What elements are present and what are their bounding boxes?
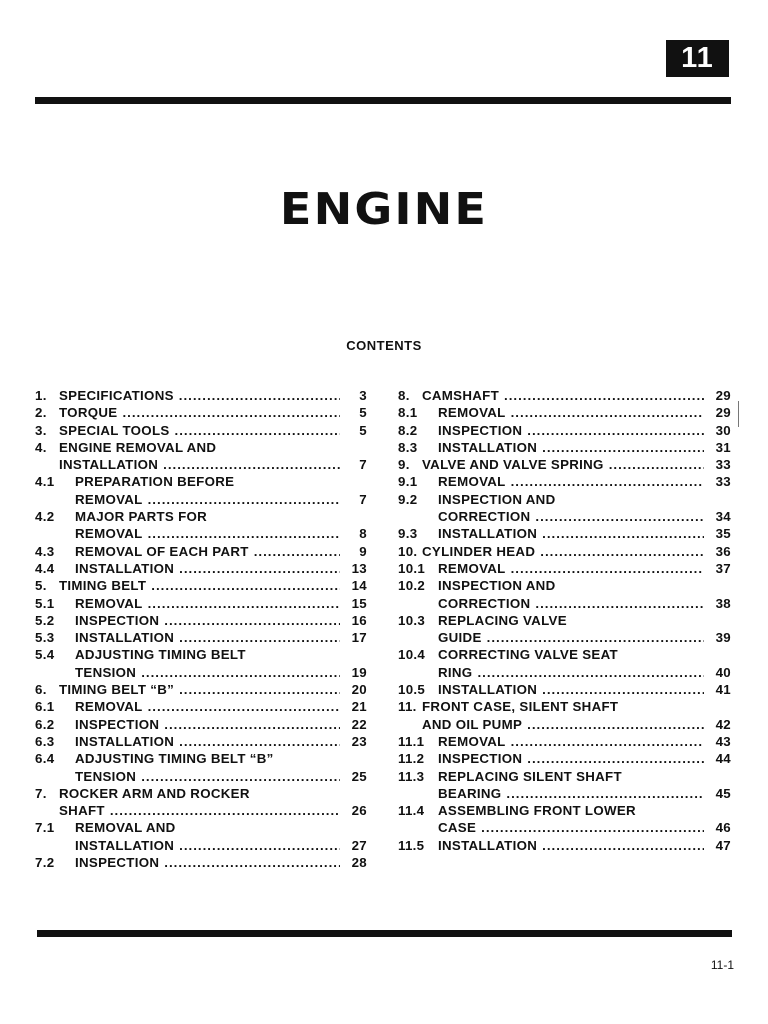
toc-entry-number: 11.3 xyxy=(398,768,425,784)
toc-leader-dots xyxy=(179,560,340,577)
toc-entry[interactable] xyxy=(35,854,367,871)
toc-entry-number: 5. xyxy=(35,578,47,594)
toc-entry-number xyxy=(35,837,75,854)
toc-entry-page: 14 xyxy=(351,578,367,594)
toc-entry-number: 10.2 xyxy=(398,578,426,594)
toc-entry[interactable] xyxy=(35,595,367,612)
toc-entry[interactable] xyxy=(35,837,367,854)
toc-entry[interactable] xyxy=(398,733,731,750)
toc-entry-title: INSPECTION AND xyxy=(438,578,556,594)
toc-entry-number: 9.3 xyxy=(398,526,418,542)
toc-leader-dots xyxy=(504,387,704,404)
toc-entry[interactable] xyxy=(35,525,367,542)
top-rule xyxy=(35,97,731,104)
toc-leader-dots xyxy=(254,543,340,560)
toc-entry-page: 42 xyxy=(715,716,731,732)
toc-entry-title: SHAFT xyxy=(59,803,105,819)
toc-entry[interactable] xyxy=(35,802,367,819)
toc-entry-number: 8. xyxy=(398,388,410,403)
toc-entry-title: AND OIL PUMP xyxy=(422,716,523,732)
toc-leader-dots xyxy=(609,456,704,473)
toc-entry[interactable] xyxy=(35,456,367,473)
toc-entry-page: 38 xyxy=(715,595,731,611)
toc-entry-page: 26 xyxy=(351,803,367,819)
toc-entry-title: INSPECTION xyxy=(75,855,160,871)
toc-entry[interactable] xyxy=(35,473,367,490)
toc-leader-dots xyxy=(511,404,704,421)
toc-entry-number: 6.1 xyxy=(35,699,55,715)
toc-leader-dots xyxy=(141,664,340,681)
toc-leader-dots xyxy=(527,422,704,439)
toc-entry-page: 47 xyxy=(715,837,731,853)
toc-entry-number xyxy=(398,819,438,836)
toc-entry-number: 4.4 xyxy=(35,560,55,576)
toc-entry-number: 11.1 xyxy=(398,733,425,749)
toc-entry-title: CORRECTION xyxy=(438,509,531,525)
toc-entry[interactable] xyxy=(35,543,367,560)
toc-entry[interactable] xyxy=(35,646,367,663)
toc-entry[interactable] xyxy=(398,819,731,836)
toc-entry-title: TORQUE xyxy=(59,405,118,421)
toc-entry-number: 1. xyxy=(35,388,47,403)
toc-entry-number: 6.4 xyxy=(35,751,55,767)
toc-entry[interactable] xyxy=(35,819,367,836)
toc-entry-page: 28 xyxy=(351,855,367,871)
toc-entry[interactable] xyxy=(398,837,731,854)
toc-entry-number xyxy=(35,525,75,542)
toc-entry-title: INSPECTION xyxy=(438,422,523,438)
toc-entry[interactable] xyxy=(398,716,731,733)
toc-entry-title: RING xyxy=(438,664,473,680)
toc-leader-dots xyxy=(179,681,340,698)
toc-entry[interactable] xyxy=(35,560,367,577)
toc-entry[interactable] xyxy=(398,456,731,473)
toc-leader-dots xyxy=(110,802,340,819)
toc-leader-dots xyxy=(148,491,340,508)
toc-entry-number xyxy=(35,491,75,508)
toc-entry[interactable] xyxy=(398,525,731,542)
toc-leader-dots xyxy=(511,733,704,750)
chapter-tab: 11 xyxy=(666,40,729,77)
toc-entry-number: 6. xyxy=(35,682,47,698)
toc-entry-number: 7.2 xyxy=(35,855,55,871)
toc-entry-page: 30 xyxy=(715,422,731,438)
toc-entry-title: INSTALLATION xyxy=(75,837,175,853)
toc-entry[interactable] xyxy=(35,733,367,750)
toc-entry-page: 7 xyxy=(359,491,367,507)
toc-entry-number: 4.3 xyxy=(35,543,55,559)
toc-leader-dots xyxy=(506,785,704,802)
toc-entry[interactable] xyxy=(398,577,731,594)
toc-entry-page: 46 xyxy=(715,820,731,836)
toc-entry-number: 9. xyxy=(398,457,410,473)
toc-entry-title: INSPECTION AND xyxy=(438,491,556,507)
toc-entry-page: 29 xyxy=(715,388,731,403)
toc-entry[interactable] xyxy=(35,387,367,404)
toc-entry[interactable] xyxy=(35,612,367,629)
toc-entry-title: INSPECTION xyxy=(75,716,160,732)
toc-entry-page: 34 xyxy=(715,509,731,525)
toc-entry-page: 13 xyxy=(351,560,367,576)
toc-leader-dots xyxy=(164,612,340,629)
toc-leader-dots xyxy=(148,595,340,612)
toc-entry-title: CORRECTION xyxy=(438,595,531,611)
toc-entry-page: 39 xyxy=(715,630,731,646)
toc-entry-page: 9 xyxy=(359,543,367,559)
toc-entry-title: ASSEMBLING FRONT LOWER xyxy=(438,803,636,819)
toc-leader-dots xyxy=(511,473,704,490)
toc-entry-title: MAJOR PARTS FOR xyxy=(75,509,208,525)
toc-entry-page: 33 xyxy=(715,457,731,473)
toc-entry[interactable] xyxy=(35,491,367,508)
toc-entry-title: ENGINE REMOVAL AND xyxy=(59,439,217,455)
toc-entry[interactable] xyxy=(398,543,731,560)
toc-leader-dots xyxy=(477,664,704,681)
toc-leader-dots xyxy=(179,387,340,404)
toc-leader-dots xyxy=(164,854,340,871)
toc-entry[interactable] xyxy=(398,681,731,698)
toc-entry-page: 3 xyxy=(359,388,367,403)
toc-entry-title: REMOVAL xyxy=(75,595,143,611)
toc-entry-title: REMOVAL AND xyxy=(75,820,176,836)
toc-entry-number: 10.4 xyxy=(398,647,426,663)
toc-entry-number: 11.4 xyxy=(398,803,425,819)
toc-entry[interactable] xyxy=(35,422,367,439)
toc-entry[interactable] xyxy=(398,612,731,629)
toc-entry-page: 19 xyxy=(351,664,367,680)
toc-entry-page: 45 xyxy=(715,785,731,801)
toc-entry-page: 22 xyxy=(351,716,367,732)
toc-entry-number: 8.1 xyxy=(398,405,418,421)
toc-entry-title: REMOVAL OF EACH PART xyxy=(75,543,249,559)
toc-entry-number: 6.2 xyxy=(35,716,55,732)
toc-entry-number: 4. xyxy=(35,439,47,455)
toc-entry-title: TIMING BELT xyxy=(59,578,147,594)
toc-entry-page: 21 xyxy=(351,699,367,715)
toc-entry-page: 27 xyxy=(351,837,367,853)
toc-entry[interactable] xyxy=(35,508,367,525)
toc-entry[interactable] xyxy=(398,802,731,819)
toc-entry-page: 31 xyxy=(715,439,731,455)
toc-leader-dots xyxy=(511,560,704,577)
page-number: 11-1 xyxy=(710,958,734,972)
toc-entry-title: INSPECTION xyxy=(75,612,160,628)
toc-leader-dots xyxy=(179,629,340,646)
toc-entry[interactable] xyxy=(35,439,367,456)
toc-entry-number: 6.3 xyxy=(35,733,55,749)
toc-entry-page: 44 xyxy=(715,751,731,767)
toc-entry-title: INSTALLATION xyxy=(438,682,538,698)
toc-leader-dots xyxy=(179,837,340,854)
toc-entry[interactable] xyxy=(35,750,367,767)
toc-entry-number: 9.2 xyxy=(398,491,418,507)
toc-entry-number xyxy=(35,664,75,681)
toc-entry-page: 5 xyxy=(359,405,367,421)
toc-entry[interactable] xyxy=(398,664,731,681)
toc-entry-title: PREPARATION BEFORE xyxy=(75,474,235,490)
toc-entry[interactable] xyxy=(398,560,731,577)
toc-leader-dots xyxy=(527,750,704,767)
toc-entry[interactable] xyxy=(35,629,367,646)
toc-entry-number: 5.3 xyxy=(35,630,55,646)
toc-leader-dots xyxy=(148,698,340,715)
toc-entry-number xyxy=(35,456,59,473)
toc-entry-title: INSTALLATION xyxy=(75,560,175,576)
toc-entry-number: 10. xyxy=(398,543,418,559)
toc-entry[interactable] xyxy=(398,473,731,490)
toc-leader-dots xyxy=(542,525,704,542)
toc-entry-number: 9.1 xyxy=(398,474,418,490)
toc-entry-title: REMOVAL xyxy=(75,699,143,715)
toc-entry-number: 5.1 xyxy=(35,595,55,611)
margin-mark xyxy=(738,401,739,427)
toc-entry[interactable] xyxy=(398,629,731,646)
toc-entry[interactable] xyxy=(35,785,367,802)
toc-entry-number xyxy=(398,595,438,612)
page-title: ENGINE xyxy=(279,184,489,235)
toc-entry-title: REMOVAL xyxy=(438,405,506,421)
toc-entry-title: TENSION xyxy=(75,768,137,784)
toc-entry-page: 20 xyxy=(351,682,367,698)
toc-entry[interactable] xyxy=(35,664,367,681)
toc-entry-page: 36 xyxy=(715,543,731,559)
toc-entry-page: 17 xyxy=(351,630,367,646)
toc-entry-title: REMOVAL xyxy=(75,491,143,507)
toc-entry-title: TIMING BELT “B” xyxy=(59,682,175,698)
toc-entry-title: INSPECTION xyxy=(438,751,523,767)
toc-left-column xyxy=(35,387,367,871)
toc-entry-number xyxy=(35,802,59,819)
toc-entry-title: REMOVAL xyxy=(438,560,506,576)
toc-leader-dots xyxy=(164,716,340,733)
toc-right-column xyxy=(398,387,731,854)
contents-heading: CONTENTS xyxy=(346,338,422,353)
toc-entry-page: 8 xyxy=(359,526,367,542)
toc-entry-title: ADJUSTING TIMING BELT “B” xyxy=(75,751,274,767)
toc-entry-number: 11. xyxy=(398,699,417,715)
toc-entry-title: ROCKER ARM AND ROCKER xyxy=(59,785,250,801)
toc-entry[interactable] xyxy=(398,422,731,439)
toc-entry-page: 25 xyxy=(351,768,367,784)
toc-leader-dots xyxy=(540,543,704,560)
toc-leader-dots xyxy=(179,733,340,750)
toc-entry[interactable] xyxy=(398,508,731,525)
toc-leader-dots xyxy=(141,768,340,785)
toc-leader-dots xyxy=(163,456,340,473)
toc-entry-title: GUIDE xyxy=(438,630,482,646)
toc-entry[interactable] xyxy=(35,577,367,594)
toc-entry-page: 29 xyxy=(715,405,731,421)
toc-entry-number xyxy=(398,629,438,646)
toc-entry-title: REMOVAL xyxy=(438,733,506,749)
toc-entry-page: 35 xyxy=(715,526,731,542)
toc-leader-dots xyxy=(535,595,704,612)
toc-entry[interactable] xyxy=(398,768,731,785)
toc-entry[interactable] xyxy=(35,681,367,698)
toc-entry-number xyxy=(398,785,438,802)
toc-entry-number xyxy=(35,768,75,785)
toc-entry-title: CORRECTING VALVE SEAT xyxy=(438,647,618,663)
toc-entry-title: INSTALLATION xyxy=(438,526,538,542)
toc-entry-number: 7. xyxy=(35,785,47,801)
toc-entry-number: 10.1 xyxy=(398,560,426,576)
toc-entry[interactable] xyxy=(398,750,731,767)
toc-entry-title: REMOVAL xyxy=(438,474,506,490)
toc-entry-number: 8.2 xyxy=(398,422,418,438)
toc-entry-page: 40 xyxy=(715,664,731,680)
toc-entry[interactable] xyxy=(35,768,367,785)
toc-entry-title: TENSION xyxy=(75,664,137,680)
toc-entry-title: INSTALLATION xyxy=(59,457,159,473)
toc-leader-dots xyxy=(527,716,704,733)
toc-entry-title: VALVE AND VALVE SPRING xyxy=(422,457,604,473)
toc-leader-dots xyxy=(535,508,704,525)
toc-entry[interactable] xyxy=(398,387,731,404)
toc-entry-title: CYLINDER HEAD xyxy=(422,543,536,559)
toc-entry-title: BEARING xyxy=(438,785,502,801)
toc-entry[interactable] xyxy=(398,439,731,456)
toc-leader-dots xyxy=(542,439,704,456)
toc-entry-number: 10.3 xyxy=(398,612,426,628)
toc-entry-number xyxy=(398,664,438,681)
toc-entry-number xyxy=(398,508,438,525)
toc-entry-number: 11.2 xyxy=(398,751,425,767)
toc-entry-number: 10.5 xyxy=(398,682,426,698)
toc-entry-number xyxy=(398,716,422,733)
toc-entry-page: 7 xyxy=(359,457,367,473)
toc-entry-number: 3. xyxy=(35,422,47,438)
toc-entry-title: FRONT CASE, SILENT SHAFT xyxy=(422,699,619,715)
toc-entry-title: INSTALLATION xyxy=(75,733,175,749)
toc-entry-page: 43 xyxy=(715,733,731,749)
toc-entry-title: CASE xyxy=(438,820,477,836)
toc-entry[interactable] xyxy=(398,646,731,663)
toc-entry-page: 5 xyxy=(359,422,367,438)
toc-entry-number: 7.1 xyxy=(35,820,55,836)
toc-entry-page: 23 xyxy=(351,733,367,749)
toc-leader-dots xyxy=(151,577,340,594)
toc-entry[interactable] xyxy=(35,404,367,421)
toc-entry-number: 2. xyxy=(35,405,47,421)
toc-entry-page: 37 xyxy=(715,560,731,576)
toc-entry[interactable] xyxy=(398,491,731,508)
toc-entry-page: 41 xyxy=(715,682,731,698)
toc-entry-title: REPLACING SILENT SHAFT xyxy=(438,768,622,784)
toc-leader-dots xyxy=(148,525,340,542)
toc-leader-dots xyxy=(481,819,704,836)
toc-entry-number: 4.2 xyxy=(35,509,55,525)
toc-leader-dots xyxy=(542,837,704,854)
toc-entry[interactable] xyxy=(35,716,367,733)
toc-entry[interactable] xyxy=(398,698,731,715)
toc-entry-title: SPECIAL TOOLS xyxy=(59,422,170,438)
toc-entry-title: REMOVAL xyxy=(75,526,143,542)
toc-entry[interactable] xyxy=(398,595,731,612)
toc-entry-title: ADJUSTING TIMING BELT xyxy=(75,647,246,663)
toc-entry-title: SPECIFICATIONS xyxy=(59,388,174,403)
toc-entry-number: 11.5 xyxy=(398,837,425,853)
toc-leader-dots xyxy=(487,629,704,646)
toc-leader-dots xyxy=(175,422,340,439)
toc-entry[interactable] xyxy=(35,698,367,715)
toc-entry[interactable] xyxy=(398,404,731,421)
toc-entry-number: 4.1 xyxy=(35,474,55,490)
toc-entry-title: INSTALLATION xyxy=(438,837,538,853)
toc-entry-number: 5.4 xyxy=(35,647,55,663)
toc-entry-page: 33 xyxy=(715,474,731,490)
toc-leader-dots xyxy=(122,404,340,421)
toc-entry-page: 16 xyxy=(351,612,367,628)
toc-entry-title: INSTALLATION xyxy=(75,630,175,646)
toc-entry-number: 8.3 xyxy=(398,439,418,455)
toc-leader-dots xyxy=(542,681,704,698)
bottom-rule xyxy=(37,930,732,937)
toc-entry-title: INSTALLATION xyxy=(438,439,538,455)
toc-entry-page: 15 xyxy=(351,595,367,611)
toc-entry[interactable] xyxy=(398,785,731,802)
toc-entry-title: CAMSHAFT xyxy=(422,388,500,403)
toc-entry-number: 5.2 xyxy=(35,612,55,628)
toc-entry-title: REPLACING VALVE xyxy=(438,612,567,628)
